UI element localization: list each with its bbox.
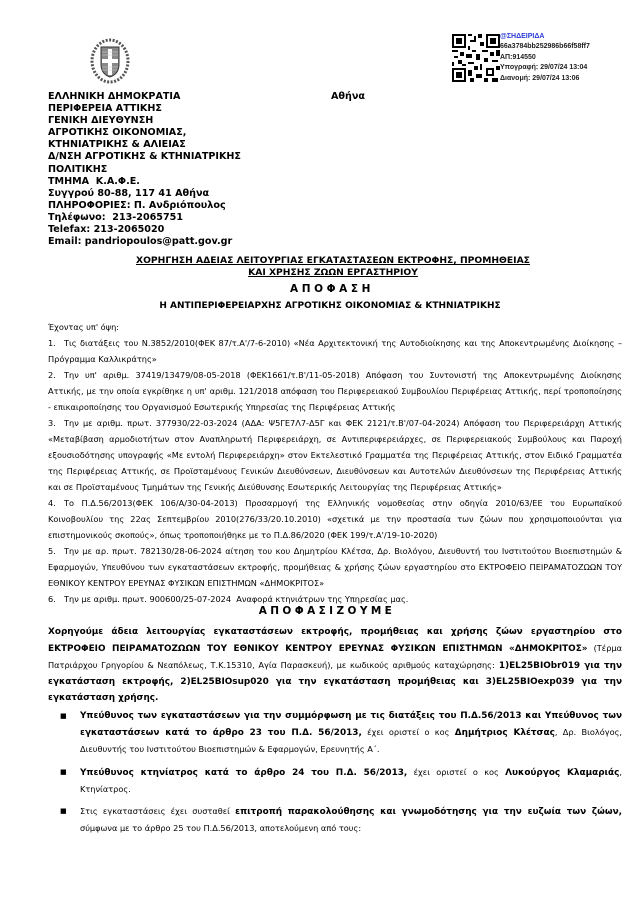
signature-hash: 66a3784bb252986b66f58ff7 [500,43,590,51]
digital-signature-stamp [500,32,640,84]
greek-coat-of-arms-icon [90,38,130,84]
header-line: ΚΤΗΝΙΑΤΡΙΚΗΣ & ΑΛΙΕΙΑΣ [48,139,186,151]
header-line: ΑΓΡΟΤΙΚΗΣ ΟΙΚΟΝΟΜΙΑΣ, [48,127,187,139]
consideration-item: 4. Το Π.Δ.56/2013(ΦΕΚ 106/Α/30-04-2013) Προσαρμογή της Ελληνικής νομοθεσίας στην οδηγία 2010/63/ΕΕ του Ευρωπαϊκού Κοινοβουλίου της 22ας Σεπτεμβρίου 2010(276/33/20.10.2010) «σχετικά με την προστασία των ζώων που χρησιμοποιούνται για επιστημονικούς σκοπούς», όπως τροποποιήθηκε με το Π.Δ.86/2020 (ΦΕΚ 199/τ.Α'/19-10-2020) [48,498,622,540]
bullet-icon: ■ [60,807,67,816]
signature-brand: @ΣΗΔΕΙΡΙΔΑ [500,33,545,40]
decision-address: (Τέρμα Πατριάρχου Γρηγορίου & Νεαπόλεως, Τ.Κ.15310, Αγία Παρασκευή), με κωδικούς αριθμούς καταχώρησης: [48,643,623,670]
header-line: Συγγρού 80-88, 117 41 Αθήνα [48,187,210,199]
subject-line-2: ΚΑΙ ΧΡΗΣΗΣ ΖΩΩΝ ΕΡΓΑΣΤΗΡΙΟΥ [248,267,418,278]
header-line: ΓΕΝΙΚΗ ΔΙΕΥΘΥΝΣΗ [48,115,154,127]
header-line: ΠΕΡΙΦΕΡΕΙΑ ΑΤΤΙΚΗΣ [48,103,162,115]
bullet-icon: ■ [60,712,67,720]
signed-timestamp: Υπογραφή: 29/07/24 13:04 [500,64,588,72]
consideration-item: 3. Την με αριθμ. πρωτ. 377930/22-03-2024 (ΑΔΑ: Ψ5ΓΕ7Λ7-Δ5Γ και ΦΕΚ 2121/τ.Β'/07-04-2024) Απόφαση του Περιφερειάρχη Αττικής «Μεταβίβαση αρμοδιοτήτων στον Αναπληρωτή Περιφερειάρχη, σε Αντιπεριφερειάρχες, σε Περιφερειακούς Συμβούλους και Παροχή εξουσιοδότησης υπογραφής «Με εντολή Περιφερειάρχη» στον Εκτελεστικό Γραμματέα της Περιφέρειας Αττικής, στον Ειδικό Γραμματέα της Περιφέρειας Αττικής, σε Προϊσταμένους Γενικών Διευθύνσεων, Διευθύνσεων και Αυτοτελών Διευθύνσεων της Περιφέρειας Αττικής και σε Προϊσταμένους Τμημάτων της Γενικής Διεύθυνσης Εσωτερικής Λειτουργίας της Περιφέρειας Αττικής» [48,418,622,492]
decision-codes: 1)EL25BIObr019 για την εγκατάσταση εκτροφής, 2)EL25BIOsup020 για την εγκατάσταση προμήθειας και 3)EL25BIOexp039 για την εγκατάσταση χρήσης. [48,661,622,703]
consideration-item: 6. Την με αριθμ. πρωτ. 900600/25-07-2024 Αναφορά κτηνιάτρων της Υπηρεσίας μας. [48,594,409,604]
consideration-item: 5. Την με αρ. πρωτ. 782130/28-06-2024 αίτηση του κου Δημητρίου Κλέτσα, Δρ. Βιολόγου, Διευθυντή του Ινστιτούτου Βιοεπιστημών & Εφαρμογών, Υπευθύνου των εγκαταστάσεων εκτροφής, προμήθειας & χρήσης ζώων εργαστηρίου στο ΕΚΤΡΟΦΕΙΟ ΠΕΙΡΑΜΑΤΟΖΩΩΝ ΤΟΥ ΕΘΝΙΚΟΥ ΚΕΝΤΡΟΥ ΕΡΕΥΝΑΣ ΦΥΣΙΚΩΝ ΕΠΙΣΤΗΜΩΝ «ΔΗΜΟΚΡΙΤΟΣ» [48,546,622,588]
decision-bullets [60,708,623,842]
distributed-timestamp: Διανομή: 29/07/24 13:06 [500,74,580,82]
header-line: Δ/ΝΣΗ ΑΓΡΟΤΙΚΗΣ & ΚΤΗΝΙΑΤΡΙΚΗΣ [48,151,241,163]
header-email: Email: pandriopoulos@patt.gov.gr [48,236,233,248]
issuer-header [48,91,241,248]
header-line: ΕΛΛΗΝΙΚΗ ΔΗΜΟΚΡΑΤΙΑ [48,91,181,102]
decision-heading: ΑΠΟΦΑΣΙΖΟΥΜΕ [258,605,396,617]
consideration-item: 1. Τις διατάξεις του Ν.3852/2010(ΦΕΚ 87/τ.Α'/7-6-2010) «Νέα Αρχιτεκτονική της Αυτοδιοίκησης και της Αποκεντρωμένης Διοίκησης – Πρόγραμμα Καλλικράτης» [48,338,622,364]
header-line: Telefax: 213-2065020 [48,224,165,236]
bullet-item: ■ Υπεύθυνος των εγκαταστάσεων για την συμμόρφωση με τις διατάξεις του Π.Δ.56/2013 και Υπεύθυνος των εγκαταστάσεων κατά το άρθρο 23 του Π.Δ. 56/2013, έχει οριστεί ο κος Δημήτριος Κλέτσας, Δρ. Βιολόγος, Διευθυντής του Ινστιτούτου Βιοεπιστημών & Εφαρμογών, Ερευνητής Α΄. [80,708,622,759]
document-city: Αθήνα [331,91,365,102]
header-line: ΤΜΗΜΑ Κ.Α.Φ.Ε. [48,175,140,187]
bullet-item: ■ Στις εγκαταστάσεις έχει συσταθεί επιτροπή παρακολούθησης και γνωμοδότησης για την ευζωία των ζώων, σύμφωνα με το άρθρο 25 του Π.Δ.56/2013, αποτελούμενη από τους: [80,803,622,837]
protocol-number: ΑΠ:914550 [500,53,536,61]
header-line: ΠΛΗΡΟΦΟΡΙΕΣ: Π. Ανδριόπουλος [48,199,226,211]
considerations-intro: Έχοντας υπ' όψη: [48,322,120,332]
decision-paragraph [48,624,622,706]
qr-code-icon [452,34,500,82]
considerations-section [48,319,622,607]
consideration-item: 2. Την υπ' αριθμ. 37419/13479/08-05-2018 (ΦΕΚ1661/τ.Β'/11-05-2018) Απόφαση του Συντονιστή της Αποκεντρωμένης Διοίκησης Αττικής, με την οποία εγκρίθηκε η υπ' αριθμ. 121/2018 απόφαση του Περιφερειακού Συμβουλίου Περιφέρειας Αττικής, περί τροποποίησης - επικαιροποίησης του Οργανισμού Εσωτερικής Υπηρεσίας της Περιφέρειας Αττικής [48,370,622,412]
decision-title: ΑΠΟΦΑΣΗ [289,283,375,295]
decision-grant-text: Χορηγούμε άδεια λειτουργίας εγκαταστάσεων εκτροφής, προμήθειας και χρήσης ζώων εργαστηρίου στο ΕΚΤΡΟΦΕΙΟ ΠΕΙΡΑΜΑΤΟΖΩΩΝ ΤΟΥ ΕΘΝΙΚΟΥ ΚΕΝΤΡΟΥ ΕΡΕΥΝΑΣ ΦΥΣΙΚΩΝ ΕΠΙΣΤΗΜΩΝ «ΔΗΜΟΚΡΙΤΟΣ» [48,627,622,654]
document-subject [0,255,640,279]
header-line: Τηλέφωνο: 213-2065751 [48,211,184,223]
header-line: ΠΟΛΙΤΙΚΗΣ [48,163,108,175]
bullet-icon: ■ [60,767,67,776]
bullet-item: ■ Υπεύθυνος κτηνίατρος κατά το άρθρο 24 του Π.Δ. 56/2013, έχει οριστεί ο κος Λυκούργος Κλαμαριάς, Κτηνίατρος. [80,764,622,798]
issuer-title: Η ΑΝΤΙΠΕΡΙΦΕΡΕΙΑΡΧΗΣ ΑΓΡΟΤΙΚΗΣ ΟΙΚΟΝΟΜΙΑΣ & ΚΤΗΝΙΑΤΡΙΚΗΣ [159,301,501,311]
subject-line-1: ΧΟΡΗΓΗΣΗ ΑΔΕΙΑΣ ΛΕΙΤΟΥΡΓΙΑΣ ΕΓΚΑΤΑΣΤΑΣΕΩΝ ΕΚΤΡΟΦΗΣ, ΠΡΟΜΗΘΕΙΑΣ [136,255,530,266]
